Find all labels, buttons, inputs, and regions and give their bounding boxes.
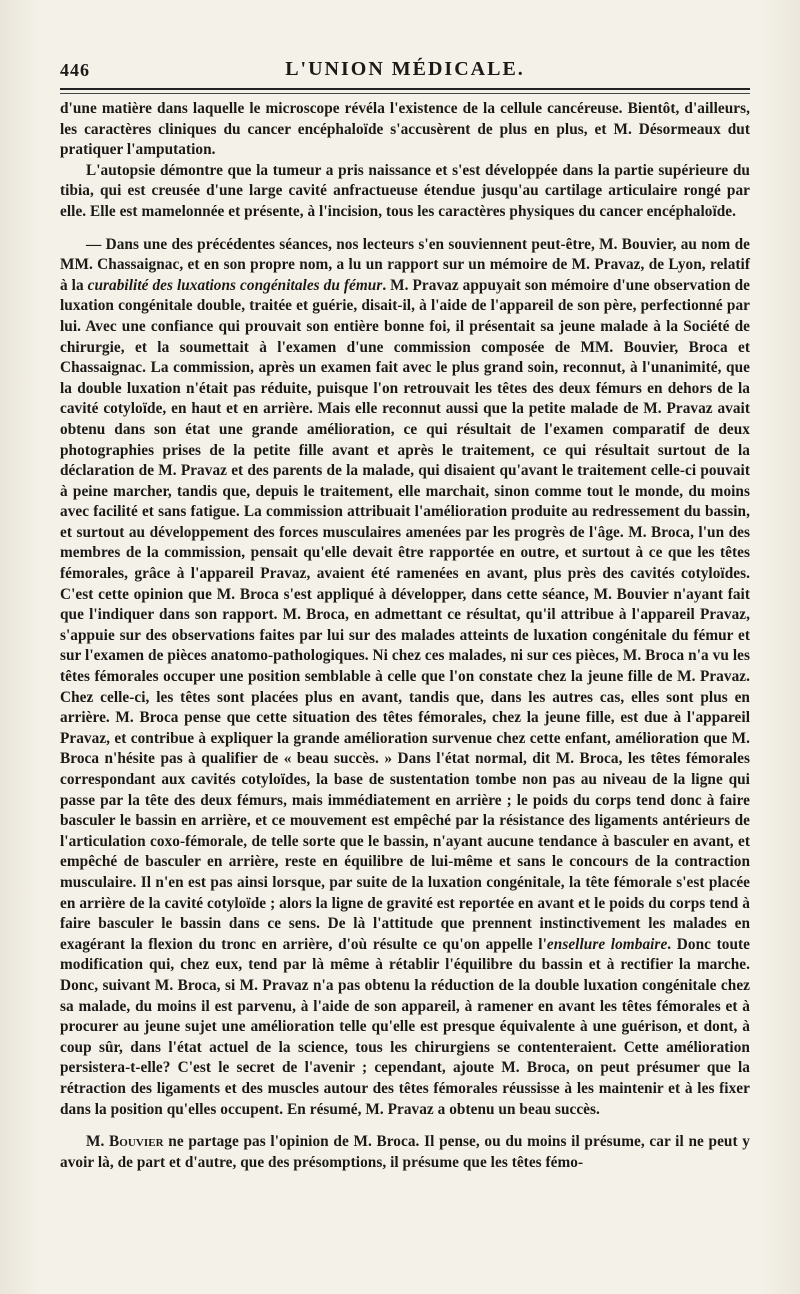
paragraph-autopsy: L'autopsie démontre que la tumeur a pris naissance et s'est développée dans la partie supérieure du tibia, qui est creusée d'une large cavité anfractueuse étendue jusqu'au cartilage articulaire rongé par elle. Elle est mamelonnée et présente, à l'incision, tous les caractères physiques du cancer encéphaloïde. — [60, 161, 750, 220]
page-number: 446 — [60, 60, 90, 80]
paragraph-text: . M. Pravaz appuyait son mémoire d'une observation de luxation congénitale double, traitée et guérie, disait-il, à l'aide de l'appareil de son père, perfectionné par lui. Avec une confiance qui prouvait son entière bonne foi, il présentait sa jeune malade à la Société de chirurgie, et la soumettait à l'examen d'une commission composée de MM. Bouvier, Broca et Chassaignac. La commission, après un examen fait avec le plus grand soin, reconnut, à l'unanimité, que la double luxation n'était pas réduite, puisque l'on retrouvait les têtes des deux fémurs en dehors de la cavité cotyloïde, en haut et en arrière. Mais elle reconnut aussi que la petite malade de M. Pravaz avait obtenu dans son état une grande amélioration, ce qui résultait de l'examen comparatif de deux photographies prises de la petite fille avant et après le traitement, ce qui résultait surtout de la déclaration de M. Pravaz et des parents de la malade, qui disaient qu'avant le traitement celle-ci pouvait à peine marcher, tandis que, depuis le traitement, elle marchait, sinon comme tout le monde, du moins avec facilité et sans fatigue. La commission attribuait l'amélioration produite au redressement du bassin, et surtout au développement des forces musculaires amenées par les progrès de l'âge. M. Broca, l'un des membres de la commission, pensait qu'elle devait être rapportée en outre, et surtout à ce que les têtes fémorales, grâce à l'appareil Pravaz, avaient été ramenées en avant, plus près des cavités cotyloïdes. C'est cette opinion que M. Broca s'est appliqué à développer, dans cette séance, M. Bouvier n'ayant fait que l'indiquer dans son rapport. M. Broca, en admettant ce résultat, qu'il attribue à l'appareil Pravaz, s'appuie sur des observations faites par lui sur des malades atteints de luxation congénitale du fémur et sur l'examen de pièces anatomo-pathologiques. Ni chez ces malades, ni sur ces pièces, M. Broca n'a vu les têtes fémorales occuper une position semblable à celle que l'on constate chez la jeune fille de M. Pravaz. Chez celle-ci, les têtes sont placées plus en avant, tandis que, dans les autres cas, elles sont plus en arrière. M. Broca pense que cette situation des têtes fémorales, chez la jeune fille, est due à l'appareil Pravaz, et contribue à expliquer la grande amélioration survenue chez cette enfant, amélioration que M. Broca n'hésite pas à qualifier de « beau succès. » Dans l'état normal, dit M. Broca, les têtes fémorales correspondant aux cavités cotyloïdes, la base de sustentation tombe non pas au niveau de la ligne qui passe par la tête des deux fémurs, mais immédiatement en arrière ; le poids du corps tend donc à faire basculer le bassin en arrière, et ce mouvement est empêché par la résistance des ligaments antérieurs de l'articulation coxo-fémorale, de telle sorte que le bassin, n'ayant aucune tendance à basculer en avant, et empêché de basculer en arrière, reste en équilibre de lui-même et sans le concours de la contraction musculaire. Il n'en est pas ainsi lorsque, par suite de la luxation congénitale, la tête fémorale s'est placée en arrière de la cavité cotyloïde ; alors la ligne de gravité est reportée en avant et le poids du corps tend à faire basculer le bassin dans ce sens. De là l'attitude que prennent instinctivement les malades en exagérant la flexion du tronc en arrière, d'où résulte ce qu'on appelle l' — [60, 276, 751, 953]
paragraph-text: . Donc toute modification qui, chez eux, tend par là même à rétablir l'équilibre du bassin et à rectifier la marche. Donc, suivant M. Broca, si M. Pravaz n'a pas obtenu la réduction de la double luxation congénitale chez sa malade, du moins il est parvenu, à l'aide de son appareil, à ramener en avant les têtes fémorales et à procurer au jeune sujet une amélioration telle qu'elle est presque équivalente à une guérison, et dont, à coup sûr, dans l'état actuel de la science, tous les chirurgiens se contenteraient. Cette amélioration persistera-t-elle? C'est le secret de l'avenir ; cependant, ajoute M. Broca, on peut présumer que la rétraction des ligaments et des muscles autour des têtes fémorales réussisse à les maintenir et à les fixer dans la position qu'elles occupent. En résumé, M. Pravaz a obtenu un beau succès. — [60, 935, 750, 1118]
running-title: L'UNION MÉDICALE. — [285, 58, 525, 80]
header-rule — [60, 88, 750, 94]
page-header — [60, 54, 750, 88]
memoir-title: curabilité des luxations congénitales du fémur — [87, 276, 383, 294]
paragraph-bouvier — [60, 1132, 750, 1173]
article-body — [60, 99, 750, 1173]
italic-term: ensellure lombaire — [546, 935, 668, 953]
paragraph-continuation: d'une matière dans laquelle le microscope révéla l'existence de la cellule cancéreuse. Bientôt, d'ailleurs, les caractères cliniques du cancer encéphaloïde s'accusèrent de plus en plus, et M. Désormeaux dut pratiquer l'amputation. — [60, 100, 750, 159]
paragraph-text: — Dans une des précédentes séances, nos lecteurs s'en souviennent peut-être, M. Bouvier, au nom de MM. Chassaignac, et en son propre nom, a lu un rapport sur un mémoire de M. Pravaz, de Lyon, relatif à la — [60, 235, 750, 294]
paragraph-text: ne partage pas l'opinion de M. Broca. Il pense, ou du moins il présume, car il ne peut y avoir là, de part et d'autre, que des présomptions, il présume que les têtes fémo- — [60, 1133, 750, 1171]
paragraph-pravaz-report — [60, 235, 750, 1121]
speaker-name: M. Bouvier — [86, 1133, 164, 1151]
